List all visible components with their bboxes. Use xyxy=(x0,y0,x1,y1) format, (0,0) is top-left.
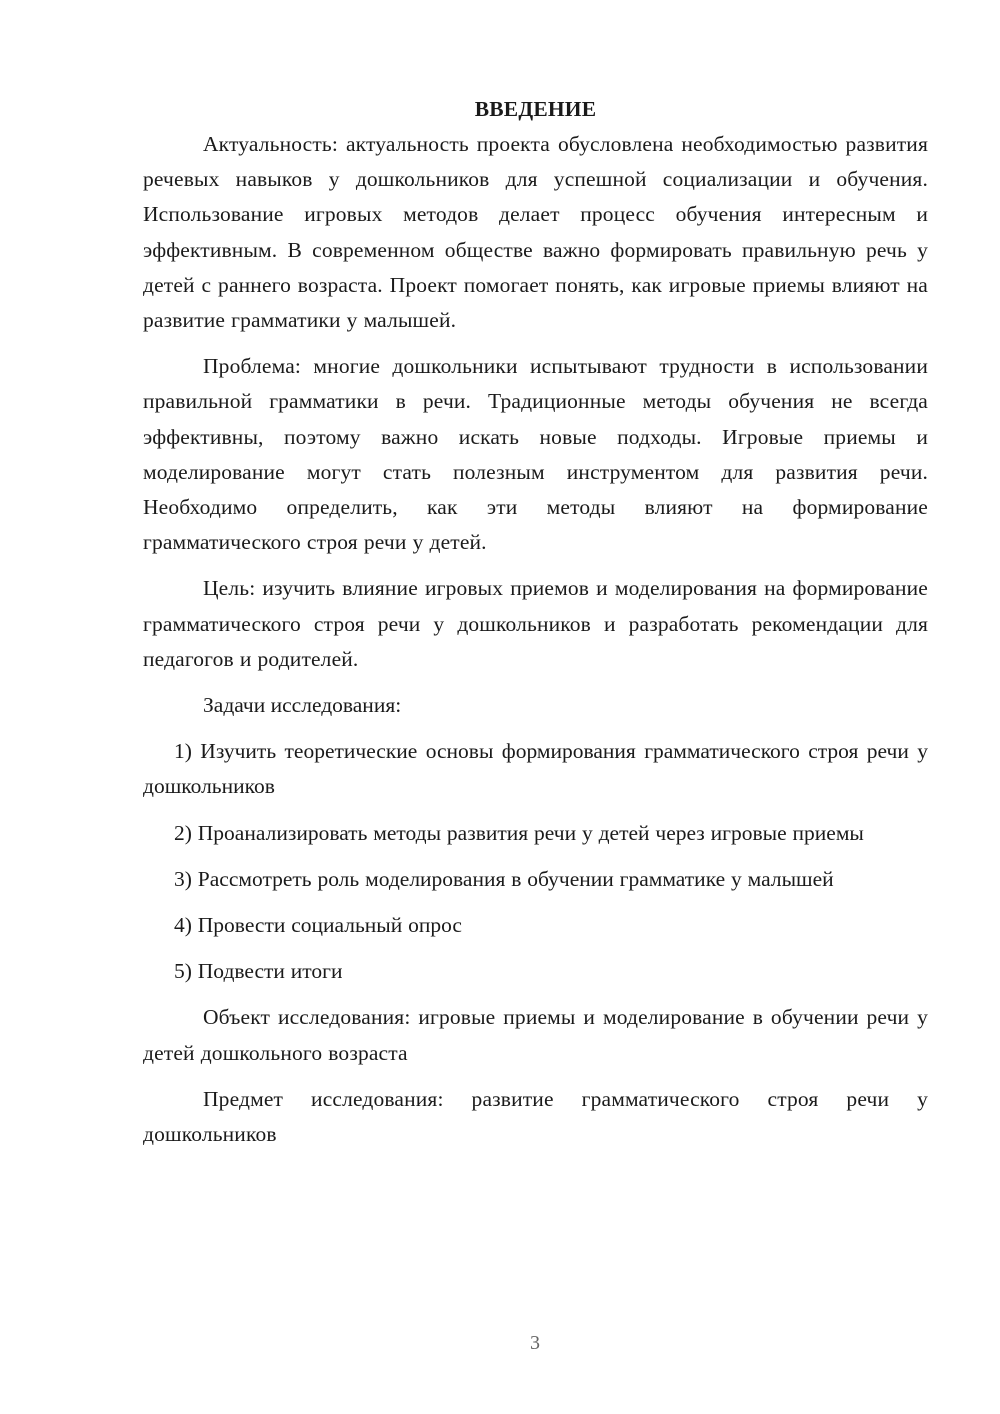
problem-paragraph: Проблема: многие дошкольники испытывают трудности в использовании правильной грамматики в речи. Традиционные методы обучения не всегда эффективны, поэтому важно искать новые подходы. Игровые приемы и моделирование могут стать полезным инструментом для развития речи. Необходимо определить, как эти методы влияют на формирование грамматического строя речи у детей. xyxy=(143,354,928,555)
goal-paragraph: Цель: изучить влияние игровых приемов и моделирования на формирование грамматического строя речи у дошкольников и разработать рекомендации для педагогов и родителей. xyxy=(143,576,928,671)
task-item-4: 4) Провести социальный опрос xyxy=(174,913,462,938)
task-item-3: 3) Рассмотреть роль моделирования в обучении грамматике у малышей xyxy=(174,866,834,891)
relevance-paragraph: Актуальность: актуальность проекта обусловлена необходимостью развития речевых навыков у дошкольников для успешной социализации и обучения. Использование игровых методов делает процесс обучения интересным и эффективным. В современном обществе важно формировать правильную речь у детей с раннего возраста. Проект помогает понять, как игровые приемы влияют на развитие грамматики у малышей. xyxy=(143,132,928,333)
task-item-1: 1) Изучить теоретические основы формирования грамматического строя речи у дошкольников xyxy=(143,739,928,799)
tasks-list xyxy=(143,734,928,989)
task-item-2: 2) Проанализировать методы развития речи у детей через игровые приемы xyxy=(174,820,864,845)
page-number: 3 xyxy=(530,1332,540,1354)
tasks-heading: Задачи исследования: xyxy=(203,693,402,718)
object-paragraph: Объект исследования: игровые приемы и моделирование в обучении речи у детей дошкольного возраста xyxy=(143,1005,928,1065)
subject-paragraph: Предмет исследования: развитие грамматического строя речи у дошкольников xyxy=(143,1086,928,1147)
page-title: ВВЕДЕНИЕ xyxy=(474,97,597,121)
document-page xyxy=(143,92,928,1163)
task-item-5: 5) Подвести итоги xyxy=(174,959,343,984)
